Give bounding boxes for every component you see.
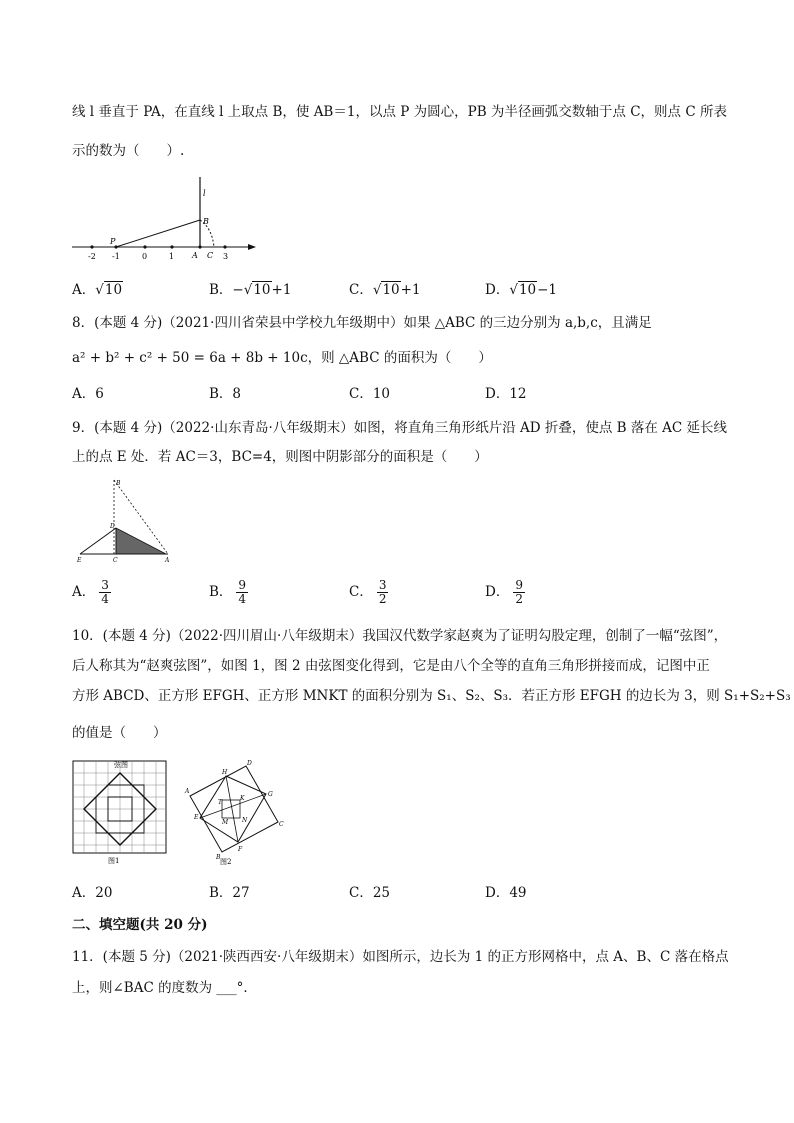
fig1-caption: 图1 — [108, 857, 120, 865]
fig2-label-N: N — [242, 817, 248, 824]
fig7-label-C: C — [207, 251, 214, 260]
fig2-label-F: F — [238, 846, 243, 853]
q10-line3: 方形 ABCD、正方形 EFGH、正方形 MNKT 的面积分别为 S₁、S₂、S₃．若正方形 EFGH 的边长为 3，则 S₁+S₂+S₃ — [72, 688, 791, 704]
q9-line2: 上的点 E 处．若 AC＝3，BC=4，则图中阴影部分的面积是（ ） — [72, 449, 488, 465]
q11-line1: 11．(本题 5 分)（2021·陕西西安·八年级期末）如图所示，边长为 1 的正方形网格中，点 A、B、C 落在格点 — [72, 949, 729, 965]
fig9-label-B: B — [116, 480, 121, 487]
q7-option-a[interactable]: A．√10 — [72, 282, 123, 298]
q8-option-c[interactable]: C．10 — [349, 386, 391, 402]
q7-line2: 示的数为（ ）. — [72, 143, 185, 159]
fig7-tick-m2: -2 — [88, 252, 96, 261]
fig2-label-B: B — [216, 854, 221, 861]
q10-line2: 后人称其为“赵爽弦图”，如图 1，图 2 由弦图变化得到，它是由八个全等的直角三角形拼接而成，记图中正 — [72, 658, 710, 674]
fig7-tick-m1: -1 — [112, 252, 120, 261]
q8-line2: a² + b² + c² + 50 = 6a + 8b + 10c，则 △ABC 的面积为（ ） — [72, 350, 492, 366]
q7-options — [72, 278, 732, 300]
q8-options — [72, 382, 732, 404]
q11-line2: 上，则∠BAC 的度数为 ___°． — [72, 980, 257, 996]
q7-option-c[interactable]: C．√10+1 — [349, 282, 421, 298]
fig7-tick-0: 0 — [142, 252, 148, 261]
fig7-tick-3: 3 — [223, 252, 229, 261]
q10-option-a[interactable]: A．20 — [72, 885, 113, 901]
q7-number-line-figure — [70, 172, 260, 267]
q9-options — [72, 579, 732, 613]
fig2-label-E: E — [194, 814, 199, 821]
fig7-label-P: P — [110, 237, 116, 246]
q9-folded-triangle-figure — [76, 476, 176, 568]
fig2-label-G: G — [268, 791, 273, 798]
q9-option-c[interactable]: C． $\frac{3}{2}$ — [349, 578, 387, 606]
q10-figure-2 — [182, 760, 288, 866]
q9-option-d[interactable]: D． $\frac{9}{2}$ — [485, 578, 523, 606]
section-heading-fill-in: 二、填空题(共 20 分) — [72, 917, 208, 933]
q7-line1: 线 l 垂直于 PA，在直线 l 上取点 B，使 AB＝1，以点 P 为圆心，PB 为半径画弧交数轴于点 C，则点 C 所表 — [72, 104, 727, 120]
fig2-label-M: M — [222, 819, 229, 826]
fig2-label-C: C — [279, 821, 284, 828]
fig9-label-A: A — [165, 557, 170, 564]
fig2-label-T: T — [218, 799, 223, 806]
fig2-label-K: K — [240, 795, 245, 802]
q7-option-b[interactable]: B．−√10+1 — [209, 282, 292, 298]
fig2-label-H: H — [222, 769, 228, 776]
fig7-label-B: B — [203, 217, 209, 226]
q10-option-d[interactable]: D．49 — [485, 885, 527, 901]
fig2-label-D: D — [247, 760, 252, 767]
fig2-label-A: A — [185, 788, 190, 795]
q10-figure-1 — [72, 759, 168, 869]
fig7-label-A: A — [192, 251, 198, 260]
q8-option-a[interactable]: A．6 — [72, 386, 104, 402]
q10-line1: 10．(本题 4 分)（2022·四川眉山·八年级期末）我国汉代数学家赵爽为了证明勾股定理，创制了一幅“弦图”， — [72, 628, 728, 644]
fig7-tick-1: 1 — [169, 252, 175, 261]
q8-line1: 8．(本题 4 分)（2021·四川省荣县中学校九年级期中）如果 △ABC 的三边分别为 a,b,c，且满足 — [72, 315, 652, 331]
fig2-caption: 图2 — [220, 858, 232, 866]
fig9-label-E: E — [77, 557, 82, 564]
q8-option-d[interactable]: D．12 — [485, 386, 527, 402]
fig1-title: 弦图 — [114, 761, 128, 769]
fig9-label-D: D — [110, 523, 115, 530]
q10-line4: 的值是（ ） — [72, 725, 167, 741]
q9-line1: 9．(本题 4 分)（2022·山东青岛·八年级期末）如图，将直角三角形纸片沿 AD 折叠，使点 B 落在 AC 延长线 — [72, 420, 728, 436]
q7-option-d[interactable]: D．√10−1 — [485, 282, 558, 298]
q9-option-b[interactable]: B． $\frac{9}{4}$ — [209, 578, 247, 606]
q9-option-a[interactable]: A． $\frac{3}{4}$ — [72, 578, 109, 606]
q10-option-c[interactable]: C．25 — [349, 885, 391, 901]
q8-option-b[interactable]: B．8 — [209, 386, 242, 402]
q10-option-b[interactable]: B．27 — [209, 885, 250, 901]
q10-options — [72, 881, 732, 903]
fig7-label-l: l — [203, 189, 206, 198]
fig9-label-C: C — [113, 557, 118, 564]
